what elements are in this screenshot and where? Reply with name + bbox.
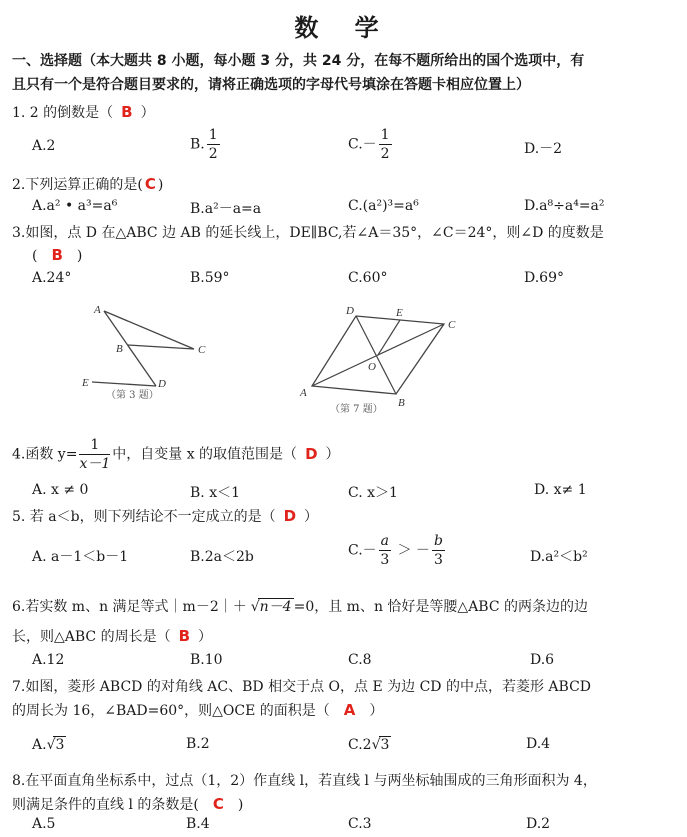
- q7-a-radicand: 3: [55, 737, 65, 753]
- q4-answer: D: [305, 444, 318, 463]
- fig7-label-a: A: [300, 387, 307, 399]
- question-4-stem: [12, 436, 340, 473]
- q3-option-d: D.69°: [524, 270, 564, 286]
- question-7-line2: [12, 700, 383, 720]
- q7-option-b: B.2: [186, 736, 210, 752]
- fig3-label-d: D: [158, 378, 166, 390]
- q5-stem-text: 5. 若 a＜b，则下列结论不一定成立的是（: [12, 509, 276, 525]
- q1-option-c: [348, 126, 394, 163]
- q7-option-c: [348, 736, 391, 753]
- q1-close: ）: [140, 105, 155, 121]
- q8-option-d: D.2: [526, 816, 551, 832]
- q4-close: ）: [325, 446, 340, 463]
- question-6-stem: [12, 596, 588, 616]
- q6-line2-text: 长，则△ABC 的周长是（: [12, 629, 171, 645]
- q5-answer: D: [283, 507, 297, 525]
- fig3-label-e: E: [82, 377, 89, 389]
- q6-radicand: n－4: [259, 599, 292, 615]
- q1-option-b-prefix: B.: [190, 136, 205, 153]
- q1-b-denominator: 2: [208, 146, 218, 162]
- q1-stem-text: 1. 2 的倒数是（: [12, 105, 114, 121]
- q4-stem-prefix: 4.函数 y=: [12, 446, 78, 463]
- fig7-label-d: D: [346, 305, 354, 317]
- sqrt-icon: √: [371, 737, 381, 753]
- q5-c-fraction-2: [432, 532, 445, 569]
- question-7-line1: 7.如图，菱形 ABCD 的对角线 AC、BD 相交于点 O，点 E 为边 CD 的中点，若菱形 ABCD: [12, 679, 592, 695]
- q8-option-b: B.4: [186, 816, 210, 832]
- q6-answer: B: [178, 627, 191, 645]
- q5-c-num1: a: [380, 533, 390, 549]
- q4-denominator: x－1: [79, 456, 111, 472]
- q1-option-b-fraction: [207, 126, 220, 163]
- q3-option-c: C.60°: [348, 270, 388, 286]
- q1-option-a: A.2: [32, 138, 56, 154]
- q8-line2-text: 则满足条件的直线 l 的条数是(: [12, 797, 199, 813]
- q2-option-b: B.a²－a=a: [190, 201, 262, 217]
- q7-c-prefix: C.2: [348, 737, 372, 753]
- q8-option-a: A.5: [32, 816, 56, 832]
- q1-option-b: [190, 126, 222, 163]
- q1-option-d: D.－2: [524, 141, 563, 157]
- q6-stem-suffix: =0，且 m、n 恰好是等腰△ABC 的两条边的边: [293, 599, 589, 615]
- question-2-stem: [12, 174, 163, 194]
- q7-c-radicand: 3: [380, 737, 390, 753]
- q5-option-c: [348, 532, 447, 569]
- q6-option-c: C.8: [348, 652, 372, 668]
- q3-answer: B: [51, 246, 63, 264]
- fig7-caption: （第 7 题）: [330, 404, 383, 415]
- q7-line2-text: 的周长为 16，∠BAD=60°，则△OCE 的面积是（: [12, 703, 330, 719]
- fig7-diagonal-bd: [356, 316, 396, 394]
- q4-numerator: 1: [79, 436, 110, 455]
- q5-c-fraction-1: [379, 532, 391, 569]
- q5-c-num2: b: [433, 533, 443, 549]
- q2-option-c: C.(a²)³=a⁶: [348, 198, 419, 214]
- question-6-line2: [12, 626, 212, 646]
- fig3-caption: （第 3 题）: [106, 390, 159, 401]
- q1-option-c-fraction: [379, 126, 392, 163]
- fig3-label-c: C: [198, 344, 206, 356]
- q4-option-d: D. x≠ 1: [534, 482, 587, 498]
- fig3-line-bc: [128, 345, 194, 349]
- fig7-label-c: C: [448, 319, 456, 331]
- q3-option-b: B.59°: [190, 270, 230, 286]
- q2-answer: C: [144, 175, 156, 193]
- q6-option-b: B.10: [190, 652, 223, 668]
- fig3-label-b: B: [116, 343, 123, 355]
- q5-c-mid: ＞ －: [397, 542, 430, 559]
- sqrt-icon: √: [46, 737, 56, 753]
- q4-option-b: B. x＜1: [190, 485, 240, 501]
- q2-close: ): [157, 177, 164, 193]
- question-8-line1: 8.在平面直角坐标系中，过点（1，2）作直线 l，若直线 l 与两坐标轴围成的三角形面积为 4，: [12, 773, 597, 789]
- q8-answer: C: [212, 795, 224, 813]
- q8-option-c: C.3: [348, 816, 372, 832]
- q5-option-a: A. a－1＜b－1: [32, 549, 129, 565]
- page-title: 数 学: [294, 13, 393, 42]
- q2-option-d: D.a⁸÷a⁴=a²: [524, 198, 605, 214]
- q4-stem-suffix: 中，自变量 x 的取值范围是（: [112, 446, 298, 463]
- q3-option-a: A.24°: [32, 270, 72, 286]
- figure-7: [296, 298, 476, 418]
- section-header-line2: 且只有一个是符合题目要求的，请将正确选项的字母代号填涂在答题卡相应位置上）: [12, 77, 530, 93]
- q4-option-a: A. x ≠ 0: [32, 482, 89, 498]
- question-3-stem: 3.如图，点 D 在△ABC 边 AB 的延长线上，DE∥BC,若∠A＝35°，∠C＝24°，则∠D 的度数是: [12, 225, 604, 241]
- q1-answer: B: [121, 103, 133, 121]
- figure-3: [60, 298, 240, 408]
- q7-option-a: [32, 736, 66, 753]
- q6-option-a: A.12: [32, 652, 65, 668]
- question-8-line2: [12, 794, 243, 814]
- q4-option-c: C. x＞1: [348, 485, 398, 501]
- q5-c-den2: 3: [433, 552, 443, 568]
- q5-close: ）: [304, 509, 319, 525]
- q3-close: ): [76, 248, 83, 264]
- q4-fraction: [79, 436, 110, 473]
- q3-answer-line: [32, 246, 82, 264]
- q5-c-den1: 3: [380, 552, 390, 568]
- q1-option-c-prefix: C.－: [348, 136, 377, 153]
- q1-c-denominator: 2: [380, 146, 390, 162]
- question-1-stem: [12, 102, 155, 122]
- q1-c-numerator: 1: [380, 127, 390, 143]
- fig3-line-ed: [92, 382, 156, 386]
- q3-open: (: [32, 248, 38, 264]
- fig7-label-b: B: [398, 397, 405, 409]
- fig3-label-a: A: [94, 304, 101, 316]
- q5-c-prefix: C.－: [348, 542, 377, 559]
- q6-stem-prefix: 6.若实数 m、n 满足等式｜m－2｜＋: [12, 599, 247, 615]
- q7-option-d: D.4: [526, 736, 551, 752]
- q5-option-b: B.2a＜2b: [190, 549, 254, 565]
- section-header-line1: 一、选择题（本大题共 8 小题，每小题 3 分，共 24 分，在每不题所给出的国个选项中，有: [12, 53, 585, 69]
- q7-close: ）: [369, 703, 384, 719]
- q5-option-d: D.a²＜b²: [530, 549, 588, 565]
- q8-close: ): [237, 797, 244, 813]
- q2-option-a: A.a² • a³=a⁶: [32, 198, 118, 214]
- fig7-label-o: O: [368, 361, 376, 373]
- q2-stem-text: 2.下列运算正确的是(: [12, 177, 143, 193]
- fig7-label-e: E: [396, 307, 403, 319]
- q7-a-prefix: A.: [32, 737, 47, 753]
- sqrt-icon: √: [250, 599, 260, 615]
- q1-b-numerator: 1: [208, 127, 218, 143]
- q7-answer: A: [343, 701, 356, 719]
- q6-option-d: D.6: [530, 652, 555, 668]
- question-5-stem: [12, 506, 318, 526]
- q6-close: ）: [198, 629, 213, 645]
